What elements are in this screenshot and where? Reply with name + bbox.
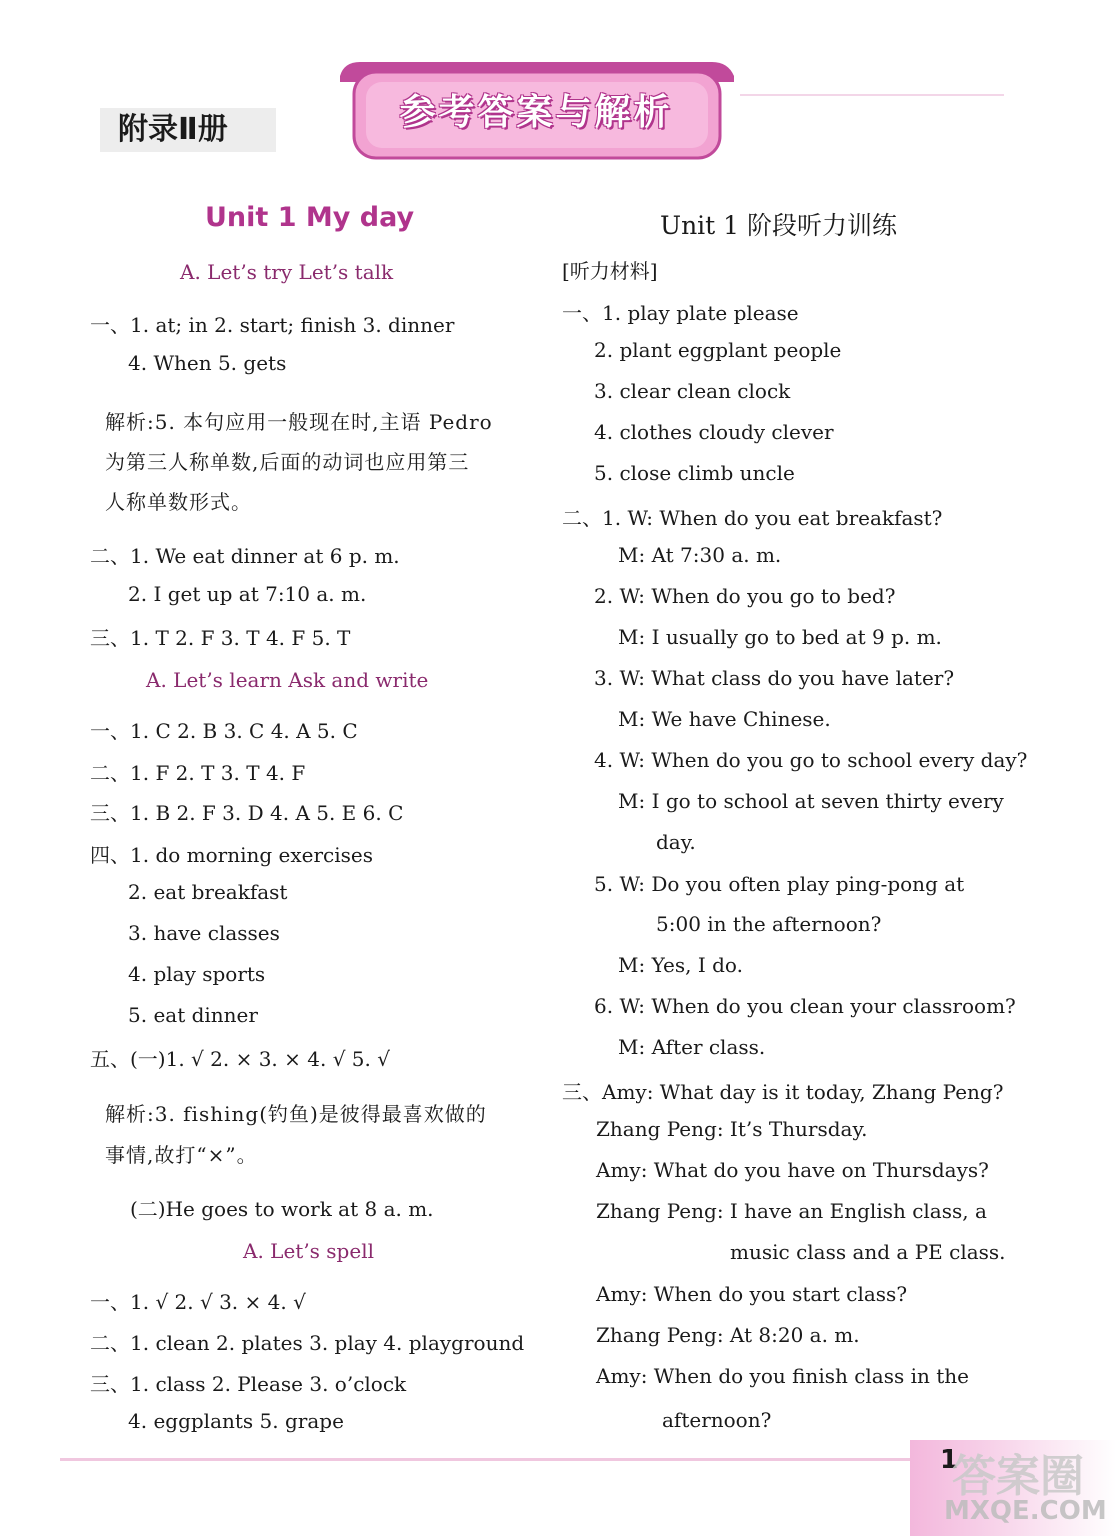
header-rule (740, 94, 1004, 96)
answer-line: 三、1. T 2. F 3. T 4. F 5. T (90, 626, 351, 650)
transcript-line: day. (656, 830, 696, 854)
banner-title: 参考答案与解析 (399, 92, 673, 133)
transcript-line: 5. close climb uncle (594, 461, 795, 485)
transcript-line: 4. clothes cloudy clever (594, 420, 834, 444)
transcript-line: M: Yes, I do. (618, 953, 743, 977)
answer-line: 2. I get up at 7:10 a. m. (128, 582, 367, 606)
answer-line: 二、1. We eat dinner at 6 p. m. (90, 544, 400, 568)
listening-title: Unit 1 阶段听力训练 (660, 211, 898, 240)
transcript-line: music class and a PE class. (730, 1240, 1006, 1264)
transcript-line: M: I usually go to bed at 9 p. m. (618, 625, 942, 649)
transcript-line: 2. plant eggplant people (594, 338, 842, 362)
answer-line: (二)He goes to work at 8 a. m. (130, 1197, 434, 1221)
transcript-line: Amy: What do you have on Thursdays? (596, 1158, 989, 1182)
answer-line: 三、1. B 2. F 3. D 4. A 5. E 6. C (90, 801, 404, 825)
footer-rule (60, 1458, 916, 1461)
answer-line: 五、(一)1. √ 2. × 3. × 4. √ 5. √ (90, 1047, 390, 1071)
transcript-line: 3. clear clean clock (594, 379, 791, 403)
section-heading: A. Let’s spell (243, 1239, 374, 1263)
transcript-line: M: At 7:30 a. m. (618, 543, 782, 567)
analysis-note: 事情,故打“×”。 (105, 1143, 258, 1167)
transcript-line: Zhang Peng: It’s Thursday. (596, 1117, 868, 1141)
transcript-line: Zhang Peng: At 8:20 a. m. (596, 1323, 860, 1347)
section-heading: A. Let’s try Let’s talk (180, 260, 394, 284)
unit-title: Unit 1 My day (205, 202, 415, 233)
answer-line: 4. eggplants 5. grape (128, 1409, 344, 1433)
transcript-line: Amy: When do you finish class in the (596, 1364, 970, 1388)
transcript-line: Zhang Peng: I have an English class, a (596, 1199, 987, 1223)
watermark-url: MXQE.COM (944, 1496, 1107, 1526)
watermark-logo: 答案圈 (952, 1451, 1084, 1502)
transcript-line: 3. W: What class do you have later? (594, 666, 955, 690)
answer-line: 一、1. √ 2. √ 3. × 4. √ (90, 1290, 306, 1314)
transcript-line: 5:00 in the afternoon? (656, 912, 882, 936)
transcript-line: afternoon? (662, 1408, 772, 1432)
answer-banner (330, 58, 742, 162)
answer-line: 2. eat breakfast (128, 880, 288, 904)
transcript-line: 二、1. W: When do you eat breakfast? (562, 506, 943, 530)
answer-line: 4. play sports (128, 962, 266, 986)
transcript-line: Amy: When do you start class? (596, 1282, 908, 1306)
transcript-line: 一、1. play plate please (562, 301, 799, 325)
transcript-line: 6. W: When do you clean your classroom? (594, 994, 1016, 1018)
answer-line: 三、1. class 2. Please 3. o’clock (90, 1372, 407, 1396)
transcript-line: 2. W: When do you go to bed? (594, 584, 896, 608)
transcript-line: M: I go to school at seven thirty every (618, 789, 1004, 813)
analysis-note: 为第三人称单数,后面的动词也应用第三 (105, 450, 470, 474)
transcript-line: 5. W: Do you often play ping-pong at (594, 872, 965, 896)
answer-line: 四、1. do morning exercises (90, 843, 373, 867)
transcript-line: 4. W: When do you go to school every day? (594, 748, 1028, 772)
analysis-note: 解析:3. fishing(钓鱼)是彼得最喜欢做的 (105, 1102, 487, 1126)
answer-line: 一、1. C 2. B 3. C 4. A 5. C (90, 719, 358, 743)
answer-line: 一、1. at; in 2. start; finish 3. dinner (90, 313, 455, 337)
page-number: 1 (940, 1445, 959, 1475)
transcript-line: 三、Amy: What day is it today, Zhang Peng? (562, 1080, 1004, 1104)
analysis-note: 人称单数形式。 (105, 490, 252, 514)
section-heading: A. Let’s learn Ask and write (146, 668, 429, 692)
transcript-line: M: After class. (618, 1035, 766, 1059)
answer-line: 3. have classes (128, 921, 280, 945)
answer-line: 二、1. clean 2. plates 3. play 4. playground (90, 1331, 525, 1355)
listening-material-label: [听力材料] (562, 259, 658, 283)
answer-line: 4. When 5. gets (128, 351, 287, 375)
analysis-note: 解析:5. 本句应用一般现在时,主语 Pedro (105, 410, 493, 434)
appendix-label: 附录Ⅱ册 (100, 108, 276, 152)
transcript-line: M: We have Chinese. (618, 707, 831, 731)
answer-line: 二、1. F 2. T 3. T 4. F (90, 761, 306, 785)
answer-line: 5. eat dinner (128, 1003, 258, 1027)
